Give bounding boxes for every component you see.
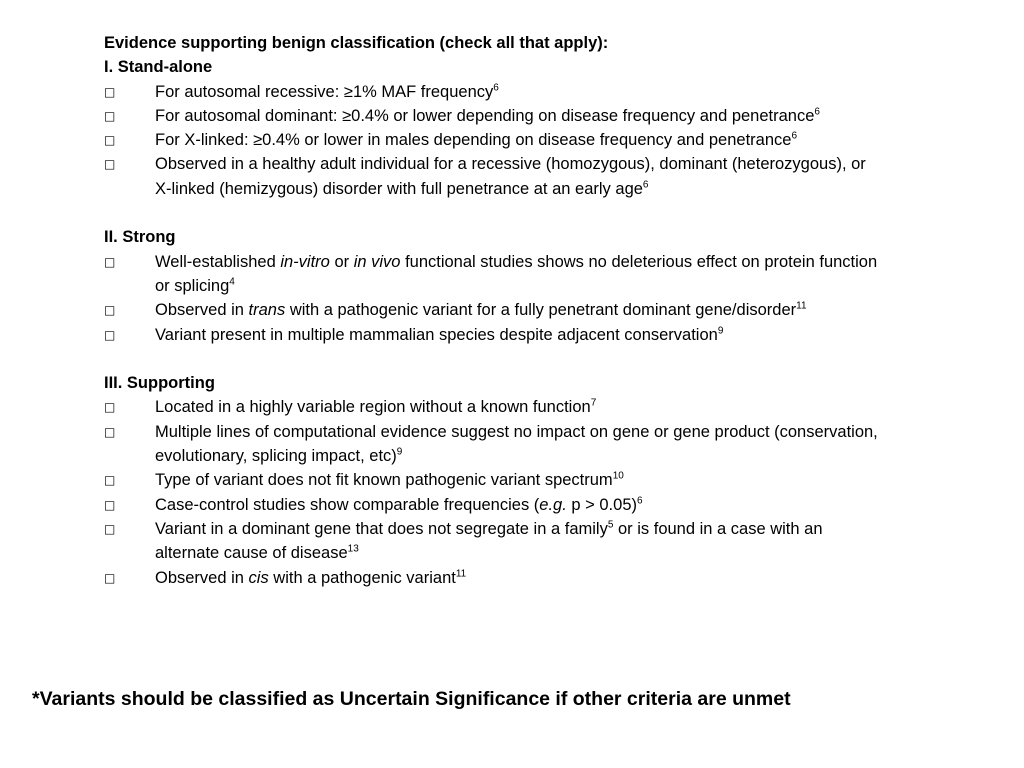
- citation-superscript: 10: [612, 470, 624, 482]
- criterion-item: [104, 566, 904, 590]
- checkbox-icon[interactable]: □: [104, 133, 116, 148]
- citation-superscript: 6: [493, 82, 499, 94]
- criterion-item: [104, 468, 904, 492]
- text-segment: Variant in a dominant gene that does not segregate in a family: [155, 519, 608, 538]
- checkbox-icon[interactable]: □: [104, 521, 116, 536]
- criterion-item: [104, 420, 904, 469]
- criterion-item: [104, 128, 904, 152]
- section-spacer: [104, 347, 904, 371]
- citation-superscript: 6: [642, 179, 649, 191]
- criterion-item: [104, 395, 904, 419]
- citation-superscript: 9: [396, 446, 403, 458]
- criterion-text: [155, 566, 885, 590]
- citation-superscript: 5: [607, 519, 614, 531]
- text-segment: For X-linked: ≥0.4% or lower in males depending on disease frequency and penetrance: [155, 131, 792, 150]
- criterion-item: [104, 80, 904, 104]
- criterion-text: [155, 128, 885, 152]
- citation-superscript: 7: [590, 397, 597, 409]
- text-segment: Multiple lines of computational evidence suggest no impact on gene or gene product (conservation, evolutionary, splicing impact, etc): [155, 422, 878, 466]
- criterion-text: [155, 420, 885, 469]
- section-heading: II. Strong: [104, 228, 176, 247]
- text-segment: For autosomal recessive: ≥1% MAF frequency: [155, 82, 494, 101]
- italic-term: e.g.: [539, 495, 567, 514]
- criterion-item: [104, 323, 904, 347]
- italic-term: in vivo: [353, 252, 401, 271]
- text-segment: Well-established: [155, 252, 281, 271]
- criterion-item: [104, 104, 904, 128]
- checkbox-icon[interactable]: □: [104, 424, 116, 439]
- criterion-text: [155, 468, 885, 492]
- criterion-item: [104, 517, 904, 566]
- citation-superscript: 9: [717, 325, 724, 337]
- citation-superscript: 11: [796, 300, 807, 312]
- checkbox-icon[interactable]: □: [104, 327, 116, 342]
- text-segment: For autosomal dominant: ≥0.4% or lower depending on disease frequency and penetrance: [155, 106, 815, 125]
- checkbox-icon[interactable]: □: [104, 473, 116, 488]
- text-segment: with a pathogenic variant for a fully penetrant dominant gene/disorder: [285, 301, 797, 320]
- checkbox-icon[interactable]: □: [104, 570, 116, 585]
- text-segment: Observed in: [155, 301, 249, 320]
- text-segment: Observed in: [155, 568, 249, 587]
- checkbox-icon[interactable]: □: [104, 400, 116, 415]
- criterion-text: [155, 152, 885, 201]
- criteria-section: [104, 55, 904, 201]
- criterion-item: [104, 152, 904, 201]
- criterion-item: [104, 298, 904, 322]
- citation-superscript: 6: [637, 495, 643, 507]
- citation-superscript: 6: [791, 130, 797, 142]
- criteria-sections: [104, 55, 904, 590]
- italic-term: in-vitro: [280, 252, 330, 271]
- text-segment: Observed in a healthy adult individual for a recessive (homozygous), dominant (heterozygous), or X-linked (hemizygous) disorder with full penetrance at an early age: [155, 155, 866, 198]
- text-segment: Type of variant does not fit known pathogenic variant spectrum: [155, 471, 613, 490]
- criterion-text: [155, 250, 885, 299]
- criterion-text: [155, 517, 885, 566]
- text-segment: functional studies shows no deleterious effect on protein function or splicing: [155, 252, 878, 295]
- criterion-text: [155, 80, 885, 104]
- citation-superscript: 13: [347, 543, 359, 555]
- citation-superscript: 11: [455, 568, 467, 580]
- checkbox-icon[interactable]: □: [104, 108, 116, 123]
- checkbox-icon[interactable]: □: [104, 157, 116, 172]
- text-segment: Variant present in multiple mammalian species despite adjacent conservation: [155, 325, 718, 344]
- text-segment: Case-control studies show comparable frequencies (: [155, 495, 540, 514]
- section-spacer: [104, 201, 904, 225]
- italic-term: trans: [248, 301, 286, 320]
- citation-superscript: 4: [229, 276, 235, 288]
- text-segment: or is found in a case with an alternate cause of disease: [155, 519, 823, 563]
- checkbox-icon[interactable]: □: [104, 84, 116, 99]
- criterion-item: [104, 250, 904, 299]
- criterion-text: [155, 493, 885, 517]
- criterion-text: [155, 298, 885, 322]
- criteria-section: [104, 225, 904, 346]
- section-heading: III. Supporting: [104, 374, 215, 393]
- text-segment: or: [329, 252, 354, 271]
- checkbox-icon[interactable]: □: [104, 254, 116, 269]
- text-segment: with a pathogenic variant: [268, 568, 456, 587]
- criterion-item: [104, 493, 904, 517]
- criterion-text: [155, 323, 885, 347]
- criterion-text: [155, 104, 885, 128]
- text-segment: p > 0.05): [566, 495, 637, 514]
- document-title: Evidence supporting benign classification (check all that apply):: [104, 34, 609, 52]
- checkbox-icon[interactable]: □: [104, 303, 116, 318]
- criteria-document: [104, 31, 904, 590]
- criteria-section: [104, 371, 904, 590]
- footnote-note: *Variants should be classified as Uncertain Significance if other criteria are unmet: [32, 688, 791, 710]
- italic-term: cis: [248, 568, 269, 587]
- criterion-text: [155, 395, 885, 419]
- citation-superscript: 6: [814, 106, 820, 118]
- section-heading: I. Stand-alone: [104, 58, 213, 77]
- checkbox-icon[interactable]: □: [104, 497, 116, 512]
- text-segment: Located in a highly variable region without a known function: [155, 398, 591, 417]
